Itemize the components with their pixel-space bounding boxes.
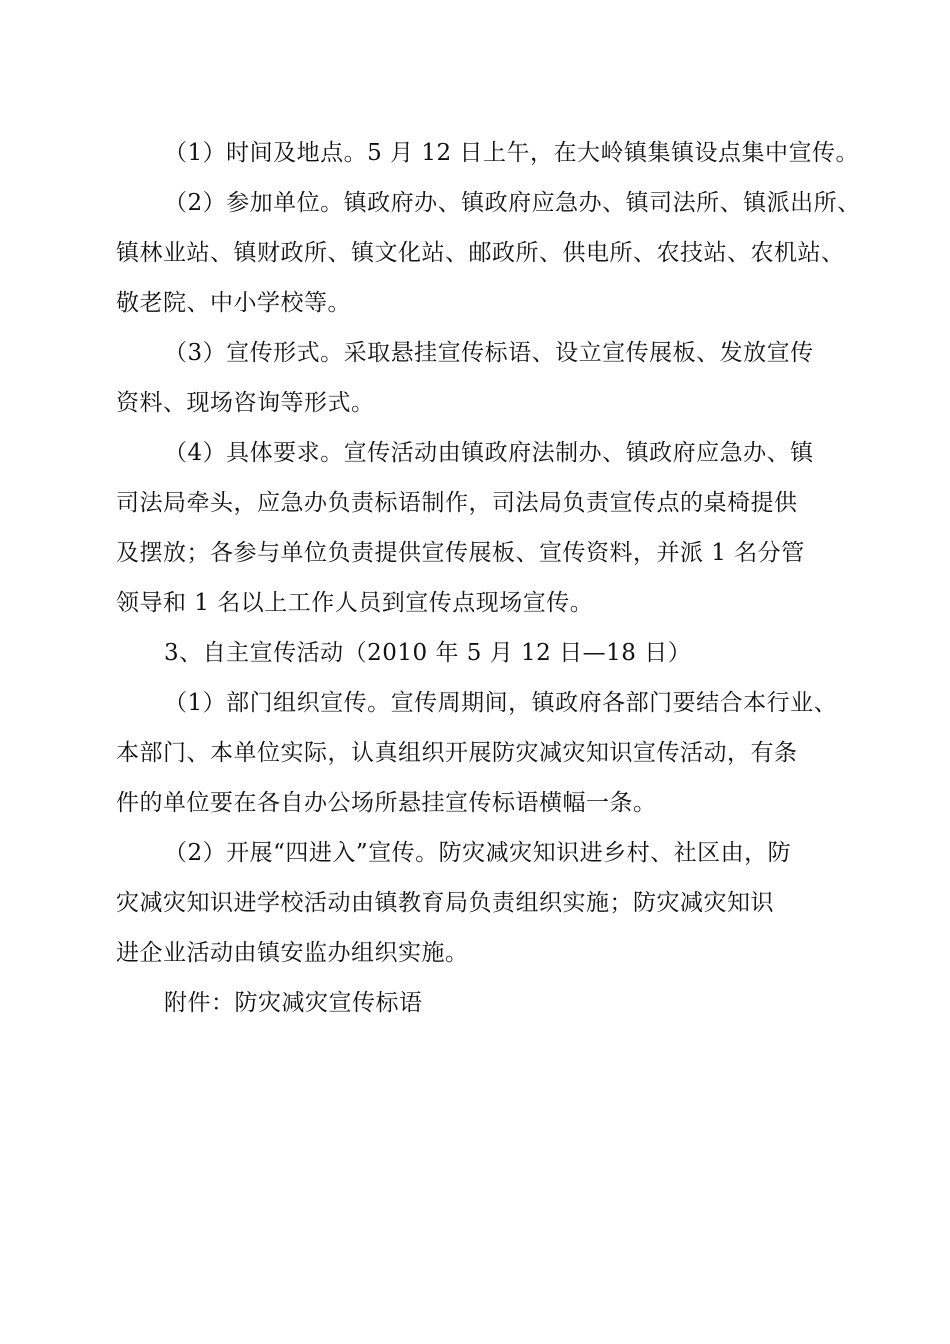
paragraph-requirements [116, 428, 840, 628]
paragraph-line: 附件：防灾减灾宣传标语 [164, 990, 423, 1016]
paragraph-line: 灾减灾知识进学校活动由镇教育局负责组织实施；防灾减灾知识 [116, 890, 774, 916]
paragraph-line: 件的单位要在各自办公场所悬挂宣传标语横幅一条。 [116, 790, 657, 816]
paragraph-participants [116, 178, 861, 328]
paragraph-attachment [116, 978, 840, 1028]
paragraph-publicity-form [116, 328, 840, 428]
paragraph-four-entries [116, 828, 840, 978]
paragraph-line: （1）时间及地点。5 月 12 日上午，在大岭镇集镇设点集中宣传。 [164, 140, 859, 166]
paragraph-line: 3、自主宣传活动（2010 年 5 月 12 日—18 日） [164, 640, 692, 666]
paragraph-line: （1）部门组织宣传。宣传周期间，镇政府各部门要结合本行业、 [164, 690, 838, 716]
paragraph-line: 本部门、本单位实际，认真组织开展防灾减灾知识宣传活动，有条 [116, 740, 798, 766]
section-heading-self-publicity [116, 628, 840, 678]
paragraph-line: 及摆放；各参与单位负责提供宣传展板、宣传资料，并派 1 名分管 [116, 540, 805, 566]
document-body [116, 128, 861, 1028]
paragraph-line: （2）参加单位。镇政府办、镇政府应急办、镇司法所、镇派出所、 [164, 190, 861, 216]
paragraph-line: （2）开展“四进入”宣传。防灾减灾知识进乡村、社区由，防 [164, 840, 792, 866]
paragraph-line: 敬老院、中小学校等。 [116, 290, 351, 316]
paragraph-line: 资料、现场咨询等形式。 [116, 390, 375, 416]
paragraph-line: 司法局牵头，应急办负责标语制作，司法局负责宣传点的桌椅提供 [116, 490, 798, 516]
paragraph-line: 镇林业站、镇财政所、镇文化站、邮政所、供电所、农技站、农机站、 [116, 240, 845, 266]
paragraph-department-publicity [116, 678, 840, 828]
paragraph-line: （4）具体要求。宣传活动由镇政府法制办、镇政府应急办、镇 [164, 440, 814, 466]
paragraph-line: （3）宣传形式。采取悬挂宣传标语、设立宣传展板、发放宣传 [164, 340, 814, 366]
paragraph-line: 进企业活动由镇安监办组织实施。 [116, 940, 469, 966]
paragraph-time-location [116, 128, 859, 178]
paragraph-line: 领导和 1 名以上工作人员到宣传点现场宣传。 [116, 590, 594, 616]
